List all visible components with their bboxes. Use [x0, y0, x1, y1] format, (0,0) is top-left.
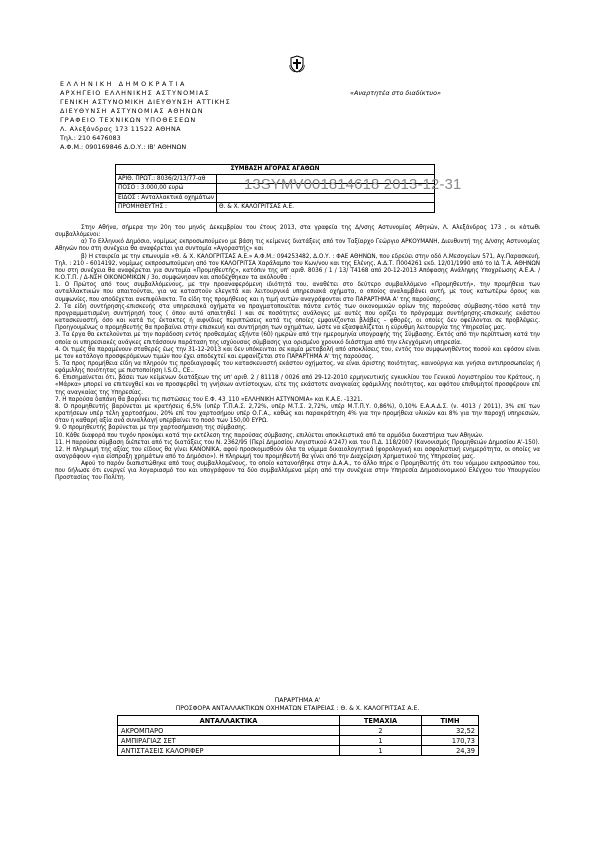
table-header-row [118, 716, 479, 726]
clause: 8. Ο προμηθευτής βαρύνεται με κρατήσεις 6,5% (υπέρ Τ.Π.Α.Σ. 2,72%, υπέρ Μ.Τ.Σ. 2,72%, υπέρ Μ.Τ.Π.Υ. 0,86%), 0,10% Ε.Α.Α.Δ.Σ. (ν. 4013 / 2011), 3% επί των κρατήσεων υπέρ τέλη χαρτοσήμου, 20% επί του χαρτοσήμου υπέρ Ο.Γ.Α., καθώς και παρακράτηση 4% για την προμήθεια υλικών και 8% για την παροχή υπηρεσιών, όταν η καθαρή αξία ανά συναλλαγή υπερβαίνει το ποσό των 150,00 ΕΥΡΩ. [55, 403, 540, 425]
annex-title: ΠΑΡΑΡΤΗΜΑ Α' [274, 697, 321, 704]
header-block [60, 80, 231, 152]
header-line: ΓΕΝΙΚΗ ΑΣΤΥΝΟΜΙΚΗ ΔΙΕΥΘΥΝΣΗ ΑΤΤΙΚΗΣ [60, 98, 231, 106]
clause: 1. Ο Πρώτος από τους συμβαλλόμενους, με την προαναφερόμενη ιδιότητά του, αναθέτει στο δεύτερο συμβαλλόμενο «Προμηθευτή», την προμήθεια των ανταλλακτικών που απαιτούνται, για να καταστούν ελεγκτά και λειτουργικά υπηρεσιακά οχήματα, ο οποίος αναλαμβάνει αυτή, με τους κατωτέρω όρους και συμφωνίες, που αποδέχεται ανεπιφύλακτα. Τα είδη της προμήθειας και η τιμή αυτών αναγράφονται στο ΠΑΡΑΡΤΗΜΑ Α' της παρούσης. [55, 282, 540, 303]
table-row [116, 193, 435, 203]
contract-title: ΣΥΜΒΑΣΗ ΑΓΟΡΑΣ ΑΓΑΘΩΝ [116, 165, 435, 175]
parts-table [117, 715, 479, 756]
part-price: 170,73 [422, 736, 479, 746]
registry-stamp: 13SYMV001814618 2013-12-31 [244, 177, 462, 193]
header-line: ΓΡΑΦΕΙΟ ΤΕΧΝΙΚΩΝ ΥΠΟΘΕΣΕΩΝ [60, 116, 197, 124]
clause: 7. Η παρούσα δαπάνη θα βαρύνει τις πιστώσεις του Ε.Φ. 43_110 «ΕΛΛΗΝΙΚΗ ΑΣΤΥΝΟΜΙΑ» και Κ.Α.Ε. -1321. [55, 396, 363, 403]
header-line: ΔΙΕΥΘΥΝΣΗ ΑΣΤΥΝΟΜΙΑΣ ΑΘΗΝΩΝ [60, 107, 204, 115]
header-line: ΕΛΛΗΝΙΚΗ ΔΗΜΟΚΡΑΤΙΑ [60, 80, 187, 88]
protocol-number: ΑΡΙΘ. ΠΡΩΤ.: 8036/2/13/77-αθ [116, 174, 217, 184]
part-quantity: 1 [340, 736, 422, 746]
part-quantity: 1 [340, 746, 422, 756]
header-line: Τηλ.: 210 6476083 [60, 134, 121, 142]
column-header: ΑΝΤΑΛΛΑΚΤΙΚΑ [118, 716, 340, 726]
table-row [118, 736, 479, 746]
supplier-label: ΠΡΟΜΗΘΕΥΤΗΣ : [116, 203, 217, 213]
clause: 12. Η πληρωμή της αξίας του είδους θα γίνει ΚΑΝΟΝΙΚΑ, αφού προσκομισθούν όλα τα νόμιμα δικαιολογητικά (φορολογική και ασφαλιστική ενημερότητα, οι οποίες να αναγράφουν «για είσπραξη χρημάτων από το Δημόσιο»). Η πληρωμή του προμηθευτή θα γίνει από την Διαχείριση Χρηματικού της Υπηρεσίας μας. [55, 446, 540, 460]
part-name: ΑΚΡΟΜΠΑΡΟ [118, 726, 340, 736]
clause: 4. Οι τιμές θα παραμένουν σταθερές έως την 31-12-2013 και δεν υπόκεινται σε καμία μεταβολή από αποκλίσεις του, εντός του συμφωνηθέντος ποσού και εφόσον είναι με τον κατάλογο προσφερόμενων τιμών που έχει αποδεχτεί και εμφανίζεται στο ΠΑΡΑΡΤΗΜΑ Α' της παρούσας. [55, 346, 540, 360]
clause: 9. Ο προμηθευτής βαρύνεται με την χαρτοσήμανση της σύμβασης. [55, 425, 247, 432]
clause: 5. Τα προς προμήθεια είδη να πληρούν τις προδιαγραφές του κατασκευαστή εκάστου οχήματος, να είναι άριστης ποιότητας, καινούργια και γνήσια αντιπροσωπείας ή εφάμιλλης ποιότητας με πιστοποίηση I.S.O., CE.. [55, 360, 540, 375]
intro-paragraph: Στην Αθήνα, σήμερα την 20η του μηνός Δεκεμβρίου του έτους 2013, στα γραφεία της Δ/νσης Αστυνομίας Αθηνών, Λ. Αλεξάνδρας 173 , οι κάτωθι συμβαλλόμενοι: [55, 225, 540, 239]
contract-body [55, 225, 540, 483]
table-row [118, 726, 479, 736]
column-header: ΤΕΜΑΧΙΑ [340, 716, 422, 726]
greek-emblem-icon [289, 55, 305, 73]
clause: 11. Η παρούσα σύμβαση διέπεται από τις διατάξεις του Ν. 2362/95 (Περί Δημοσίου Λογιστικού Α'247) και του Π.Δ. 118/2007 (Κανονισμός Προμηθειών Δημοσίου Α'-150). [55, 439, 540, 446]
party-b-paragraph: β) Η εταιρεία με την επωνυμία «Θ. & Χ. ΚΑΛΟΓΡΙΤΣΑΣ Α.Ε.» Α.Φ.Μ.: 094253482, Δ.Ο.Υ. : ΦΑΕ ΑΘΗΝΩΝ, που εδρεύει στην οδό Λ.Μεσογείων 571, Αγ.Παρασκευή, Τηλ. : 210 - 6014192, νομίμως εκπροσωπούμενη από τον ΚΑΛΟΓΡΙΤΣΑ Χαράλαμπο του Κων/νου και της Ελένης, Α.Δ.Τ. Π004261 εκδ. 12/01/1990 από το ΙΔ Τ.Α. ΑΘΗΝΩΝ που στη συνέχεια θα αναφέρεται για συντομία «Προμηθευτής», κατόπιν της υπ' αριθ. 8036 / 1 / 13/ Τ4168 από 20-12-2013 Απόφασης Ανάληψης Υποχρέωσης Α.Ε.Α. / Κ.Ο.Τ.Π. / Δ-ΝΣΗ ΟΙΚΟΝΟΜΙΚΩΝ / 3ο, συμφώνησαν και αποδέχθηκαν τα ακόλουθα : [55, 253, 540, 282]
clause: 2. Τα είδη συντήρησης-επισκευής στα υπηρεσιακά οχήματα να πραγματοποιείται πάντα εντός των οικονομικών ορίων της παρούσας σύμβασης-τόσο κατά την προγραμματισμένη συντήρησή τους ( όπου αυτό απαιτηθεί ) και σε ποσότητες ανάλογες με αυτές που ορίζει το πρόγραμμα συντήρησης-επισκευής εκάστου κατασκευαστή, όσο και κατά τις έκτακτες ή αιφνίδιες περιπτώσεις κατά τις οποίες εμφανίζονται βλάβες – φθορές, οι οποίες δεν οφείλονται σε προβλέψεις. Προηγουμένως ο προμηθευτής θα προβαίνει στην επισκευή και συντήρηση των οχημάτων, ώστε να εξασφαλίζεται η εύρυθμη λειτουργία της Υπηρεσίας μας. [55, 303, 540, 332]
contract-type: ΕΙΔΟΣ : Ανταλλακτικά οχημάτων [116, 193, 217, 203]
contract-amount: ΠΟΣΟ : 3.000,00 ευρώ [116, 184, 217, 194]
part-name: ΑΜΠΙΡΑΓΙΑΖ ΣΕΤ [118, 736, 340, 746]
header-line: Λ. Αλεξάνδρας 173 11522 ΑΘΗΝΑ [60, 125, 181, 133]
publication-notice: «Αναρτητέα στο διαδίκτυο» [350, 89, 441, 97]
header-line: Α.Φ.Μ.: 090169846 Δ.Ο.Υ.: ΙΒ' ΑΘΗΝΩΝ [60, 143, 187, 151]
supplier-name: Θ. & Χ. ΚΑΛΟΓΡΙΤΣΑΣ Α.Ε. [217, 203, 435, 213]
annex-subtitle: ΠΡΟΣΦΟΡΑ ΑΝΤΑΛΛΑΚΤΙΚΩΝ ΟΧΗΜΑΤΩΝ ΕΤΑΙΡΕΙΑΣ : Θ. & Χ. ΚΑΛΟΓΡΙΤΣΑΣ Α.Ε. [175, 705, 420, 712]
party-a-paragraph: α) Το Ελληνικό Δημόσιο, νομίμως εκπροσωπούμενο με βάση τις κείμενες διατάξεις από τον Ταξίαρχο Γεώργιο ΑΡΚΟΥΜΑΝΗ, Διευθυντή της Δ/νσης Αστυνομίας Αθηνών που στη συνέχεια θα αναφέρεται για συντομία «Αγοραστής» και [55, 239, 540, 253]
clause: 10. Κάθε διαφορά που τυχόν προκύψει κατά την εκτέλεση της παρούσας σύμβασης, επιλύεται αποκλειστικά από τα αρμόδια δικαστήρια των Αθηνών. [55, 432, 484, 439]
clause: 6. Επισημαίνεται ότι, βάσει των κείμενων διατάξεων της υπ' αριθ. 2 / 81118 / 0026 από 29-12-2010 ερμηνευτικής εγκυκλίου του Γενικού Λογιστηρίου του Κράτους, η «Μάρκα» μπορεί να επιτευχθεί και να προσφερθεί τη γνήσιων αντίστοιχων, είτε της εκάστοτε αναγκαίας εφάμιλλης ποιότητας, και αφότου επιθυμητοί προσφέρουν επί της αναγκαίας της Υπηρεσίας. [55, 375, 540, 396]
part-quantity: 2 [340, 726, 422, 736]
clause: 3. Τα έργα θα εκτελούνται με την παράδοση εντός προθεσμίας εξήντα (60) ημερών από την ημερομηνία υπογραφής της Σύμβασης. Εκτός από την περίπτωση κατά την οποία οι υπηρεσιακές ανάγκες επιτάσσουν παράταση της ισχύουσας σύμβασης για ορισμένο χρονικό διάστημα από την ελεγχόμενη υπηρεσία. [55, 332, 540, 346]
table-row [116, 203, 435, 213]
table-row [116, 165, 435, 175]
part-name: ΑΝΤΙΣΤΑΣΕΙΣ ΚΑΛΟΡΙΦΕΡ [118, 746, 340, 756]
part-price: 24,39 [422, 746, 479, 756]
part-price: 32,52 [422, 726, 479, 736]
table-cell [217, 193, 435, 203]
header-line: ΑΡΧΗΓΕΙΟ ΕΛΛΗΝΙΚΗΣ ΑΣΤΥΝΟΜΙΑΣ [60, 89, 210, 97]
table-row [118, 746, 479, 756]
column-header: ΤΙΜΗ [422, 716, 479, 726]
closing-paragraph: Αφού το παρόν διαπιστώθηκε από τους συμβαλλομένους, το οποίο κατανοήθηκε στην Δ.Α.Α., το άλλο πήρε ο Προμηθευτής ότι του νόμιμου εκπροσώπου του, που δήλωσε ότι ενεργεί για λογαριασμό του και υπογράφουν τα δύο συμβαλλόμενα μέρη από την συνέχεια στην Υπηρεσία Δημοσιονομικού Ελέγχου του Υπουργείου Προστασίας του Πολίτη. [55, 461, 540, 482]
